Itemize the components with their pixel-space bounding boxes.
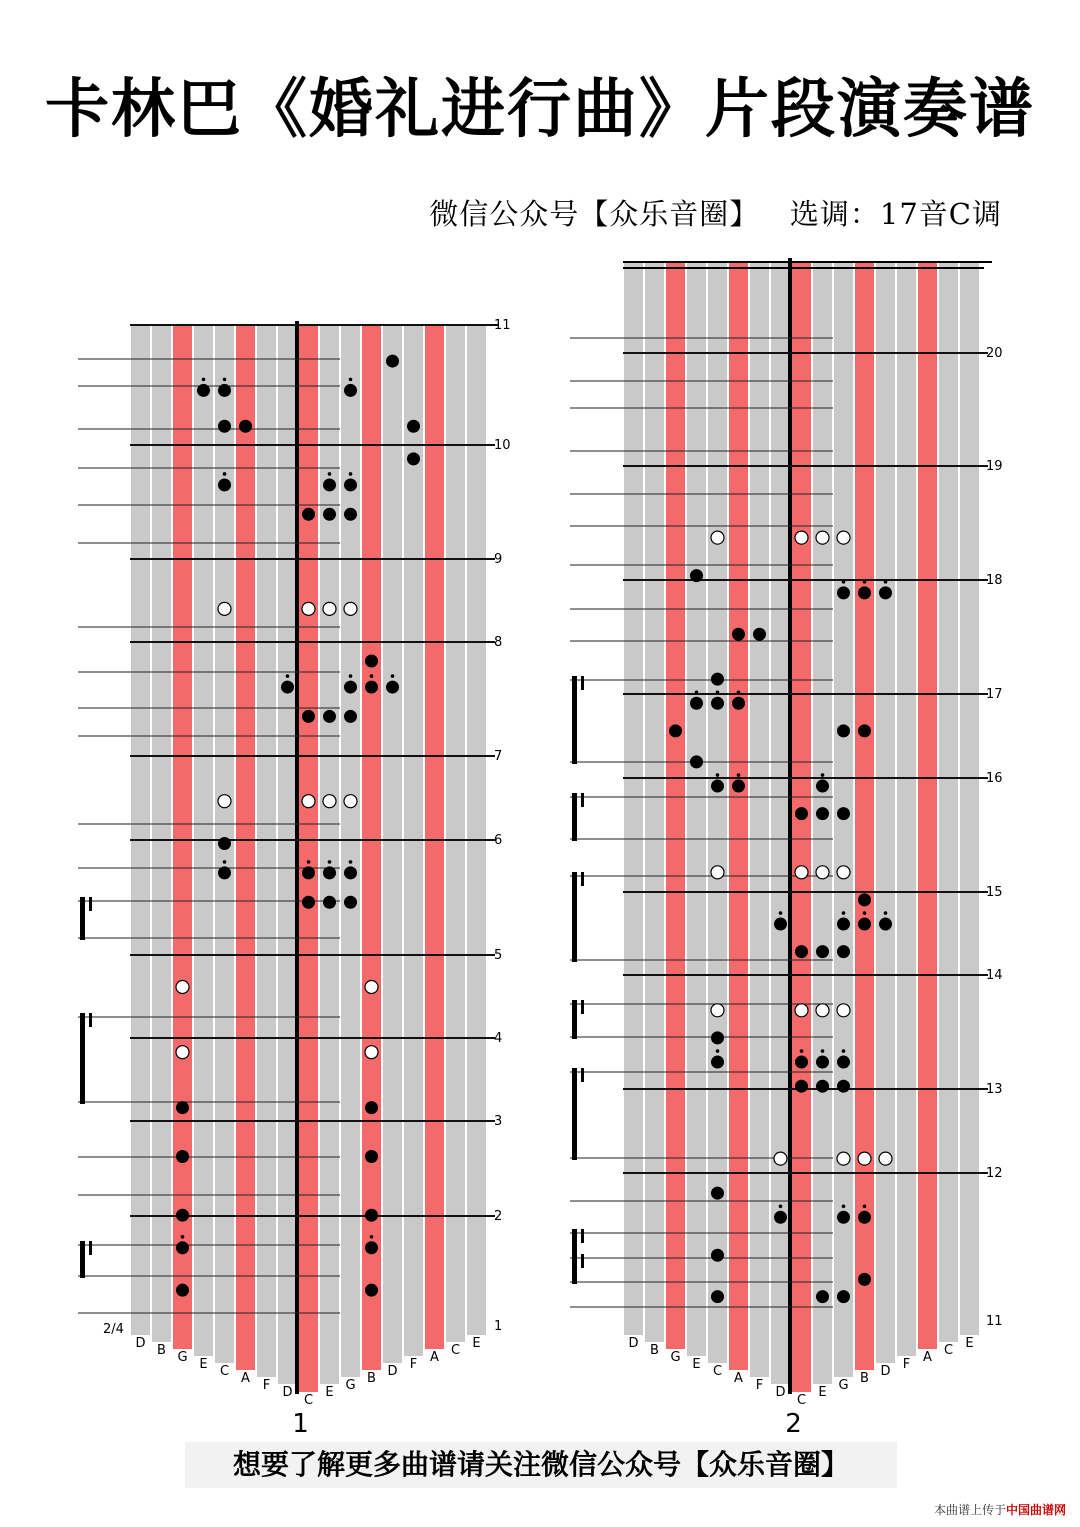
note-octave-dot — [370, 1235, 374, 1239]
staff-mark — [89, 1013, 92, 1027]
measure-number: 5 — [494, 948, 503, 963]
note-open — [323, 795, 336, 808]
tine-label: A — [734, 1371, 743, 1386]
note-octave-dot — [716, 690, 720, 694]
note-open — [795, 866, 808, 879]
note-filled — [858, 918, 871, 931]
tine-label: A — [430, 1350, 439, 1365]
tine-label: F — [262, 1378, 271, 1393]
tine-label: D — [387, 1364, 398, 1379]
upload-credit — [934, 1501, 1066, 1518]
score-panel-1 — [78, 318, 511, 1439]
note-octave-dot — [842, 1049, 846, 1053]
note-filled — [323, 710, 336, 723]
measure-number: 6 — [494, 833, 503, 848]
note-filled — [197, 384, 210, 397]
measure-number: 10 — [494, 438, 511, 453]
tine-e — [960, 262, 979, 1335]
page-title: 卡林巴《婚礼进行曲》片段演奏谱 — [45, 73, 1035, 147]
note-open — [365, 1046, 378, 1059]
staff-mark — [80, 1241, 85, 1278]
tine-d — [383, 325, 402, 1363]
tine-label: C — [303, 1393, 314, 1408]
note-filled — [837, 1056, 850, 1069]
note-filled — [690, 755, 703, 768]
note-filled — [753, 628, 766, 641]
note-octave-dot — [779, 1205, 783, 1209]
note-octave-dot — [716, 1049, 720, 1053]
tine-label: D — [282, 1385, 293, 1400]
measure-number: 15 — [986, 885, 1003, 900]
note-filled — [669, 724, 682, 737]
note-octave-dot — [223, 472, 227, 476]
measure-number: 20 — [986, 346, 1003, 361]
note-open — [218, 795, 231, 808]
staff-mark — [89, 1241, 92, 1255]
note-open — [837, 866, 850, 879]
note-filled — [281, 681, 294, 694]
tine-label: G — [177, 1350, 188, 1365]
tine-label: B — [860, 1371, 869, 1386]
note-filled — [407, 420, 420, 433]
note-open — [218, 602, 231, 615]
tine-f — [897, 262, 916, 1356]
note-octave-dot — [821, 1049, 825, 1053]
site-logo-text: 中国曲谱网 — [1005, 1503, 1066, 1517]
note-filled — [711, 1249, 724, 1262]
tine-e — [467, 325, 486, 1335]
note-octave-dot — [842, 911, 846, 915]
note-open — [344, 602, 357, 615]
note-filled — [711, 1290, 724, 1303]
tine-label: D — [135, 1336, 146, 1351]
tine-d — [876, 262, 895, 1363]
note-filled — [176, 1209, 189, 1222]
note-open — [323, 602, 336, 615]
staff-mark — [581, 1000, 584, 1014]
note-octave-dot — [737, 690, 741, 694]
tine-label: F — [902, 1357, 911, 1372]
note-octave-dot — [349, 674, 353, 678]
note-octave-dot — [863, 911, 867, 915]
tine-d — [278, 325, 297, 1384]
tine-label: E — [692, 1357, 701, 1372]
note-open — [176, 981, 189, 994]
note-filled — [344, 384, 357, 397]
staff-mark — [89, 897, 92, 911]
note-octave-dot — [842, 1205, 846, 1209]
note-filled — [365, 681, 378, 694]
note-filled — [344, 508, 357, 521]
note-octave-dot — [223, 378, 227, 382]
note-filled — [218, 837, 231, 850]
note-octave-dot — [328, 860, 332, 864]
note-filled — [774, 1211, 787, 1224]
note-open — [711, 1004, 724, 1017]
note-filled — [365, 1101, 378, 1114]
note-filled — [732, 697, 745, 710]
note-filled — [323, 866, 336, 879]
tine-f — [257, 325, 276, 1377]
note-filled — [365, 1150, 378, 1163]
note-open — [795, 1004, 808, 1017]
note-octave-dot — [349, 378, 353, 382]
tine-label: C — [219, 1364, 230, 1379]
tine-e — [687, 262, 706, 1356]
staff-mark — [572, 1229, 577, 1260]
note-open — [344, 795, 357, 808]
measure-number: 2 — [494, 1209, 503, 1224]
tine-b — [645, 262, 664, 1342]
subtitle: 微信公众号【众乐音圈】 选调：17音C调 — [429, 197, 1002, 231]
tine-d — [131, 325, 150, 1335]
note-open — [816, 1004, 829, 1017]
note-filled — [323, 508, 336, 521]
tine-label: E — [472, 1336, 481, 1351]
note-open — [837, 1004, 850, 1017]
tine-label: A — [241, 1371, 250, 1386]
note-octave-dot — [349, 472, 353, 476]
tine-a — [918, 262, 937, 1349]
tine-e — [813, 262, 832, 1384]
note-filled — [816, 1080, 829, 1093]
note-filled — [218, 478, 231, 491]
measure-number: 12 — [986, 1166, 1003, 1181]
note-octave-dot — [223, 860, 227, 864]
measure-number: 7 — [494, 749, 503, 764]
tine-c — [446, 325, 465, 1342]
staff-mark — [581, 1229, 584, 1243]
score-panel-2 — [570, 258, 1003, 1439]
note-filled — [711, 780, 724, 793]
note-open — [795, 531, 808, 544]
note-filled — [407, 452, 420, 465]
tine-label: C — [450, 1343, 461, 1358]
note-filled — [732, 628, 745, 641]
staff-mark — [80, 897, 85, 940]
credit-prefix: 本曲谱上传于 — [933, 1503, 1006, 1517]
tine-label: D — [628, 1336, 639, 1351]
note-open — [837, 1152, 850, 1165]
note-open — [816, 866, 829, 879]
staff-mark — [80, 1013, 85, 1104]
tine-b — [855, 262, 874, 1370]
tine-d — [624, 262, 643, 1335]
tine-g — [666, 262, 685, 1349]
tine-label: C — [943, 1343, 954, 1358]
staff-mark — [581, 872, 584, 886]
tine-label: B — [157, 1343, 166, 1358]
note-filled — [365, 1241, 378, 1254]
time-signature: 2/4 — [103, 1322, 124, 1337]
note-octave-dot — [349, 860, 353, 864]
tine-label: C — [712, 1364, 723, 1379]
note-filled — [837, 1080, 850, 1093]
note-filled — [837, 1290, 850, 1303]
note-open — [302, 602, 315, 615]
tine-c — [792, 262, 811, 1392]
note-filled — [837, 945, 850, 958]
note-filled — [879, 586, 892, 599]
note-octave-dot — [779, 911, 783, 915]
note-filled — [816, 1290, 829, 1303]
note-filled — [386, 681, 399, 694]
note-octave-dot — [307, 860, 311, 864]
measure-number: 9 — [494, 552, 503, 567]
measure-number: 4 — [494, 1031, 503, 1046]
note-octave-dot — [391, 674, 395, 678]
note-filled — [879, 918, 892, 931]
note-filled — [302, 508, 315, 521]
tine-a — [425, 325, 444, 1349]
note-open — [365, 981, 378, 994]
page-number: 2 — [785, 1409, 802, 1439]
note-octave-dot — [884, 580, 888, 584]
note-octave-dot — [800, 1049, 804, 1053]
measure-number: 14 — [986, 968, 1003, 983]
tine-f — [750, 262, 769, 1377]
note-filled — [858, 893, 871, 906]
tine-c — [299, 325, 318, 1392]
note-filled — [795, 1080, 808, 1093]
note-filled — [302, 896, 315, 909]
note-filled — [816, 945, 829, 958]
staff-mark — [572, 1068, 577, 1160]
note-filled — [711, 697, 724, 710]
note-filled — [816, 780, 829, 793]
tine-label: G — [670, 1350, 681, 1365]
measure-number: 18 — [986, 573, 1003, 588]
note-filled — [218, 420, 231, 433]
staff-mark — [581, 1068, 584, 1082]
note-open — [879, 1152, 892, 1165]
note-filled — [344, 710, 357, 723]
note-filled — [858, 724, 871, 737]
note-filled — [795, 945, 808, 958]
staff-mark — [572, 872, 577, 962]
note-filled — [837, 918, 850, 931]
note-filled — [858, 1273, 871, 1286]
note-filled — [365, 1284, 378, 1297]
note-filled — [365, 1209, 378, 1222]
note-filled — [344, 478, 357, 491]
tine-a — [236, 325, 255, 1370]
measure-number: 3 — [494, 1114, 503, 1129]
tine-label: E — [965, 1336, 974, 1351]
note-octave-dot — [716, 773, 720, 777]
note-filled — [858, 1211, 871, 1224]
note-filled — [690, 697, 703, 710]
note-filled — [218, 866, 231, 879]
note-open — [176, 1046, 189, 1059]
note-filled — [176, 1101, 189, 1114]
staff-mark — [581, 1254, 584, 1268]
staff-mark — [581, 676, 584, 690]
measure-number: 19 — [986, 459, 1003, 474]
note-filled — [218, 384, 231, 397]
note-filled — [323, 478, 336, 491]
tine-a — [729, 262, 748, 1370]
note-open — [302, 795, 315, 808]
note-filled — [690, 569, 703, 582]
measure-number: 8 — [494, 635, 503, 650]
measure-number: 17 — [986, 687, 1003, 702]
note-open — [837, 531, 850, 544]
tine-label: C — [796, 1393, 807, 1408]
note-filled — [816, 1056, 829, 1069]
note-filled — [711, 1056, 724, 1069]
note-octave-dot — [863, 1205, 867, 1209]
note-filled — [323, 896, 336, 909]
tine-label: B — [650, 1343, 659, 1358]
note-open — [816, 531, 829, 544]
note-octave-dot — [884, 911, 888, 915]
note-filled — [344, 681, 357, 694]
note-filled — [711, 1031, 724, 1044]
note-filled — [176, 1284, 189, 1297]
tine-label: E — [325, 1385, 334, 1400]
note-filled — [837, 807, 850, 820]
tine-label: E — [818, 1385, 827, 1400]
note-octave-dot — [181, 1235, 185, 1239]
staff-mark — [572, 1000, 577, 1039]
note-filled — [795, 807, 808, 820]
tine-label: A — [923, 1350, 932, 1365]
tine-label: G — [345, 1378, 356, 1393]
note-filled — [774, 918, 787, 931]
note-filled — [837, 724, 850, 737]
note-octave-dot — [863, 580, 867, 584]
tine-label: F — [409, 1357, 418, 1372]
page-number: 1 — [292, 1409, 309, 1439]
note-filled — [365, 655, 378, 668]
note-filled — [858, 586, 871, 599]
measure-number: 11 — [986, 1314, 1003, 1329]
note-open — [711, 866, 724, 879]
footer-banner: 想要了解更多曲谱请关注微信公众号【众乐音圈】 — [185, 1442, 897, 1488]
note-filled — [302, 866, 315, 879]
note-octave-dot — [328, 472, 332, 476]
note-filled — [176, 1241, 189, 1254]
note-filled — [732, 780, 745, 793]
note-filled — [711, 1187, 724, 1200]
note-octave-dot — [737, 773, 741, 777]
note-open — [858, 1152, 871, 1165]
note-octave-dot — [370, 674, 374, 678]
note-open — [711, 531, 724, 544]
note-filled — [344, 896, 357, 909]
note-filled — [711, 673, 724, 686]
tine-label: B — [367, 1371, 376, 1386]
measure-number: 1 — [494, 1319, 503, 1334]
measure-number: 13 — [986, 1082, 1003, 1097]
measure-number: 16 — [986, 771, 1003, 786]
tine-label: F — [755, 1378, 764, 1393]
tine-label: D — [775, 1385, 786, 1400]
note-filled — [344, 866, 357, 879]
note-filled — [176, 1150, 189, 1163]
note-octave-dot — [842, 580, 846, 584]
staff-mark — [581, 793, 584, 807]
tine-c — [939, 262, 958, 1342]
note-filled — [837, 1211, 850, 1224]
note-filled — [302, 710, 315, 723]
tine-label: E — [199, 1357, 208, 1372]
note-filled — [795, 1056, 808, 1069]
note-filled — [816, 807, 829, 820]
note-open — [774, 1152, 787, 1165]
note-filled — [239, 420, 252, 433]
note-octave-dot — [202, 378, 206, 382]
staff-mark — [572, 793, 577, 841]
note-octave-dot — [821, 773, 825, 777]
tine-label: D — [880, 1364, 891, 1379]
note-octave-dot — [286, 674, 290, 678]
tine-b — [152, 325, 171, 1342]
staff-mark — [572, 676, 577, 764]
measure-number: 11 — [494, 318, 511, 333]
note-octave-dot — [695, 690, 699, 694]
note-filled — [837, 586, 850, 599]
tine-label: G — [838, 1378, 849, 1393]
note-filled — [386, 355, 399, 368]
